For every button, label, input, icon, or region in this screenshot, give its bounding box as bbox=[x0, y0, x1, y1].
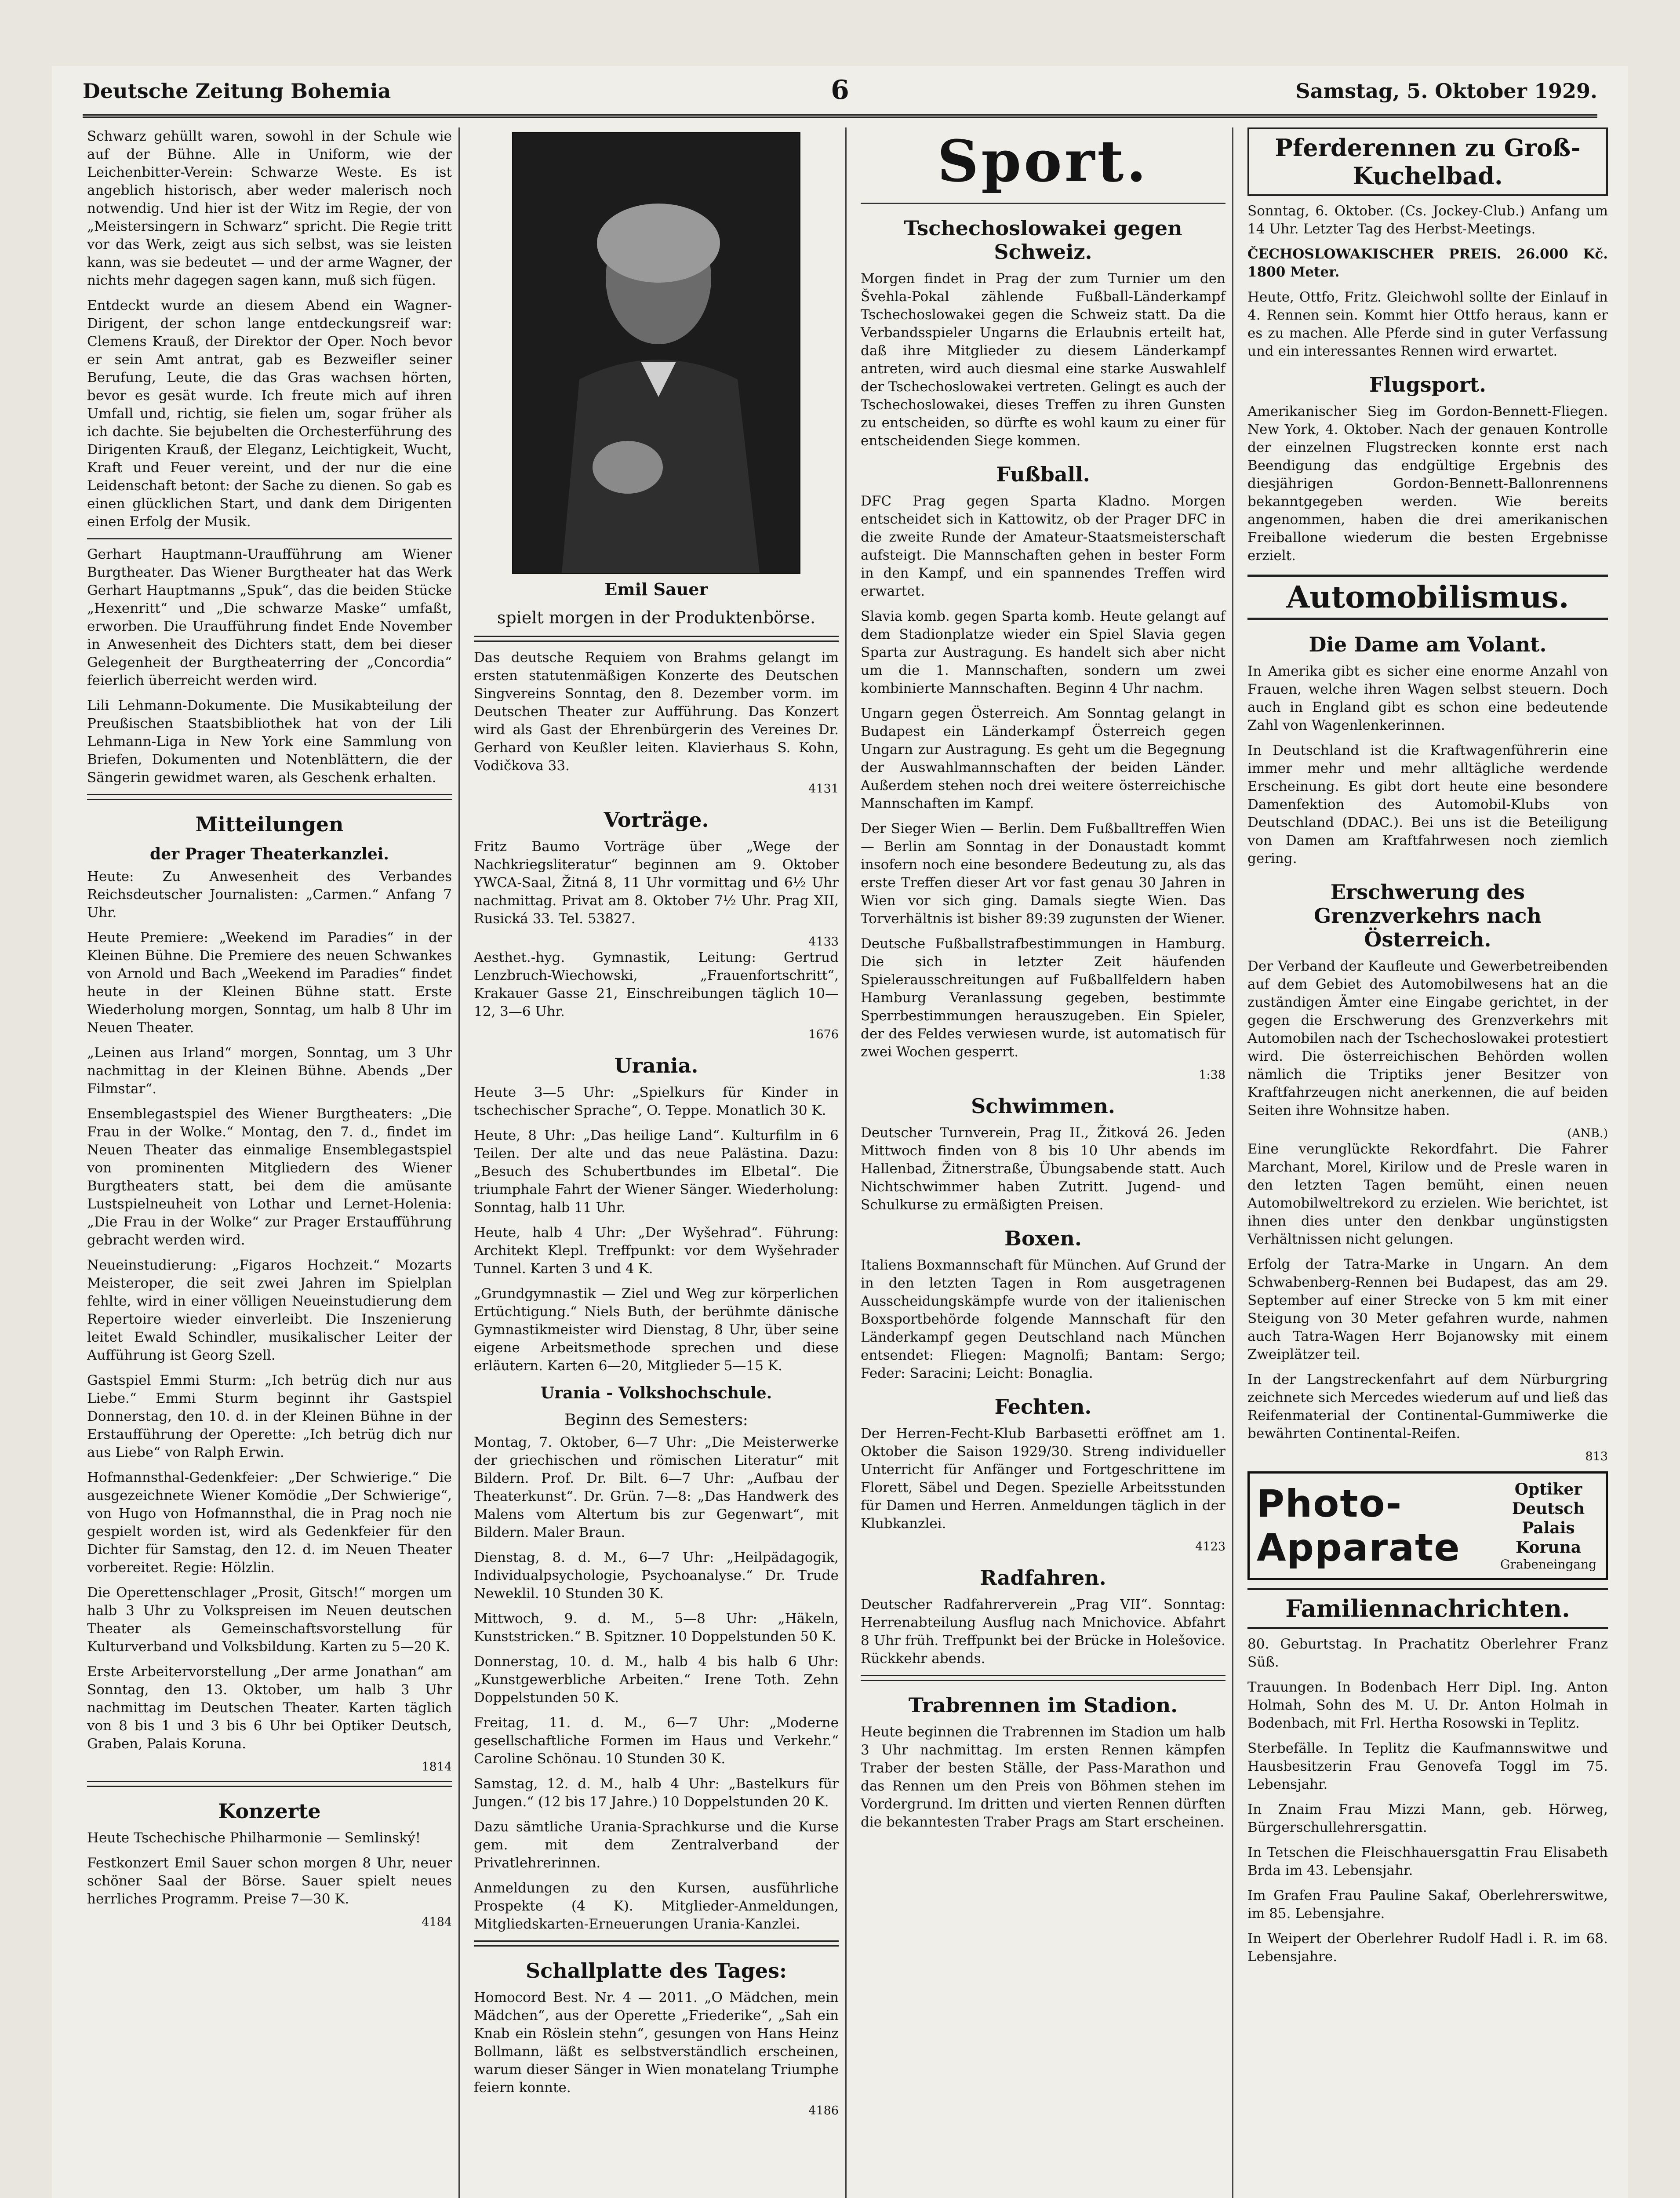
section-heading-vortraege: Vorträge. bbox=[604, 808, 709, 832]
boxen-paragraph: Italiens Boxmannschaft für München. Auf Grund der in den letzten Tagen in Rom ausgetragenen Ausscheidungskämpfe wurde von der italienischen Boxsportbehörde folgende Mannschaft für den Länderkampf gegen Deutschland nach München entsendet: Fliegen: Magnolfi; Bantam: Sergo; Feder: Saracini; Leicht: Bonaglia. bbox=[861, 1257, 1225, 1381]
vhs-paragraph: Donnerstag, 10. d. M., halb 4 bis halb 6 Uhr: „Kunstgewerbliche Arbeiten.“ Irene Toth. Zehn Doppelstunden 50 K. bbox=[474, 1654, 839, 1706]
section-heading-trabrennen: Trabrennen im Stadion. bbox=[908, 1693, 1178, 1717]
photo-caption-sub: spielt morgen in der Produktenbörse. bbox=[497, 608, 816, 627]
radfahren-paragraph: Deutscher Radfahrerverein „Prag VII“. Sonntag: Herrenabteilung Ausflug nach Mnichovice. Abfahrt 8 Uhr früh. Treffpunkt bei der Brücke in Holešovice. Rückkehr abends. bbox=[861, 1597, 1225, 1667]
column-rule bbox=[1232, 127, 1233, 2198]
issue-date: Samstag, 5. Oktober 1929. bbox=[1295, 79, 1597, 103]
section-heading-flugsport: Flugsport. bbox=[1369, 373, 1486, 397]
ad-reference-number: 813 bbox=[1585, 1450, 1608, 1463]
trabrennen-paragraph: Heute beginnen die Trabrennen im Stadion um halb 3 Uhr nachmittag. Im ersten Rennen kämpfen Traber der besten Ställe, der Pass-Marathon und das Rennen um den Preis von Böhmen stehen im Vordergrund. Im dritten und vierten Rennen dürften die bekanntesten Traber Prags am Start erscheinen. bbox=[861, 1724, 1225, 1830]
theater-paragraph: Heute Premiere: „Weekend im Paradies“ in der Kleinen Bühne. Die Premiere des neuen Schwankes von Arnold und Bach „Weekend im Paradies“ findet heute in der Kleinen Bühne statt. Erste Wiederholung morgen, Sonntag, um halb 8 Uhr im Neuen Theater. bbox=[87, 930, 452, 1036]
theater-paragraph: Die Operettenschlager „Prosit, Gitsch!“ morgen um halb 3 Uhr zu Volkspreisen im Neuen deutschen Theater als Gemeinschaftsvorstellung für Kulturverband und Volksbildung. Karten zu 5—20 K. bbox=[87, 1585, 452, 1655]
fussball-paragraph: DFC Prag gegen Sparta Kladno. Morgen entscheidet sich in Kattowitz, ob der Prager DFC in die zweite Runde der Amateur-Staatsmeisterschaft aufsteigt. Die Mannschaften gehen in bester Form in den Kampf, und ein spannendes Treffen wird erwartet. bbox=[861, 493, 1225, 599]
ad-reference-number: 4133 bbox=[808, 935, 839, 949]
konzert-paragraph: Festkonzert Emil Sauer schon morgen 8 Uhr, neuer schöner Saal der Börse. Sauer spielt neues herrliches Programm. Preise 7—30 K. bbox=[87, 1855, 452, 1907]
familien-paragraph: In Tetschen die Fleischhauersgattin Frau Elisabeth Brda im 43. Lebensjahr. bbox=[1247, 1845, 1608, 1878]
familien-paragraph: In Weipert der Oberlehrer Rudolf Hadl i. R. im 68. Lebensjahre. bbox=[1247, 1931, 1608, 1965]
pferderennen-ad-line: Sonntag, 6. Oktober. (Cs. Jockey-Club.) Anfang um 14 Uhr. Letzter Tag des Herbst-Meetings. bbox=[1247, 203, 1608, 237]
column-3 bbox=[856, 127, 1230, 2198]
ad-reference-number: 4186 bbox=[808, 2104, 839, 2118]
ad-reference-number: 1814 bbox=[422, 1760, 452, 1774]
familien-paragraph: Trauungen. In Bodenbach Herr Dipl. Ing. Anton Holmah, Sohn des M. U. Dr. Anton Holmah in Bodenbach, mit Frl. Hertha Rosowski in Teplitz. bbox=[1247, 1679, 1608, 1731]
section-heading-fechten: Fechten. bbox=[994, 1395, 1092, 1419]
vortrag-paragraph: Fritz Baumo Vorträge über „Wege der Nachkriegsliteratur“ beginnen am 9. Oktober YWCA-Saal, Žitná 8, 11 Uhr vormittag und 6½ Uhr nachmittag. Privat am 8. Oktober 7½ Uhr. Prag XII, Rusická 33. Tel. 53827. bbox=[474, 839, 839, 927]
grenz-paragraph: Der Verband der Kaufleute und Gewerbetreibenden auf dem Gebiet des Automobilwesens hat an die zuständigen Ämter eine Eingabe gerichtet, in der gegen die Erschwerung des Grenzverkehrs mit Automobilen nach der Tschechoslowakei protestiert wird. Die österreichischen Behörden wollen nämlich die Triptiks jener Besitzer von Kraftfahrzeugen nicht anerkennen, die auf beiden Seiten ihre Wohnsitze haben. bbox=[1247, 958, 1608, 1118]
photo-ad-shop: Optiker Deutsch bbox=[1512, 1480, 1585, 1518]
fussball-paragraph: Ungarn gegen Österreich. Am Sonntag gelangt in Budapest ein Länderkampf Österreich gegen Ungarn zur Austragung. Es geht um die Begegnung der Auswahlmannschaften der beiden Länder. Außerdem stehen noch drei weitere österreichische Mannschaften im Kampf. bbox=[861, 706, 1225, 812]
column-2 bbox=[469, 127, 843, 2198]
section-subheading: der Prager Theaterkanzlei. bbox=[150, 845, 389, 863]
dame-paragraph: In Deutschland ist die Kraftwagenführerin eine immer mehr und mehr alltägliche werdende Erscheinung. Es gibt dort heute eine besondere Damenfektion des Automobil-Klubs von Deutschland (DDAC.). Bei uns ist die Beteiligung von Damen am Kraftfahrwesen noch ziemlich gering. bbox=[1247, 742, 1608, 866]
section-heading-familiennachrichten: Familiennachrichten. bbox=[1247, 1588, 1608, 1629]
column-rule bbox=[458, 127, 460, 2198]
theater-paragraph: Hofmannsthal-Gedenkfeier: „Der Schwierige.“ Die ausgezeichnete Wiener Komödie „Der Schwierige“, von Hugo von Hofmannsthal, die in Prag noch nie gespielt worden ist, wird als Gedenkfeier für den Dichter für Samstag, den 12. d. im Neuen Theater vorbereitet. Regie: Hölzlin. bbox=[87, 1470, 452, 1576]
photo-ad-title: Photo-Apparate bbox=[1257, 1481, 1461, 1570]
ad-reference-number: 1:38 bbox=[1199, 1068, 1225, 1082]
section-heading-automobilismus: Automobilismus. bbox=[1247, 575, 1608, 620]
rekord-paragraph: Eine verunglückte Rekordfahrt. Die Fahrer Marchant, Morel, Kirilow und de Presle waren in den letzten Tagen bemüht, einen neuen Automobilweltrekord zu erzielen. Wie berichtet, ist ihnen dies unter den denkbar ungünstigsten Verhältnissen nicht gelungen. bbox=[1247, 1141, 1608, 1247]
theater-paragraph: Heute: Zu Anwesenheit des Verbandes Reichsdeutscher Journalisten: „Carmen.“ Anfang 7 Uhr. bbox=[87, 869, 452, 921]
lehmann-paragraph: Lili Lehmann-Dokumente. Die Musikabteilung der Preußischen Staatsbibliothek hat von der Lili Lehmann-Liga in New York eine Sammlung von Briefen, Dokumenten und Notenblättern, die der Sängerin gewidmet waren, als Geschenk erhalten. bbox=[87, 698, 452, 786]
theater-paragraph: Neueinstudierung: „Figaros Hochzeit.“ Mozarts Meisteroper, die seit zwei Jahren im Spielplan fehlte, wird in einer völligen Neueinstudierung dem Repertoire wieder einverleibt. Die Inszenierung leitet Ewald Schindler, musikalischer Leiter der Aufführung ist Georg Szell. bbox=[87, 1257, 452, 1363]
pferderennen-ad-title: Pferderennen zu Groß-Kuchelbad. bbox=[1247, 127, 1608, 196]
section-heading-grenzverkehr: Erschwerung des Grenzverkehrs nach Österreich. bbox=[1313, 880, 1542, 951]
photo-ad-address: Grabeneingang bbox=[1500, 1557, 1597, 1572]
familien-paragraph: Sterbefälle. In Teplitz die Kaufmannswitwe und Hausbesitzerin Frau Genovefa Toggl im 75. Lebensjahr. bbox=[1247, 1740, 1608, 1792]
divider bbox=[87, 538, 452, 539]
familien-paragraph: 80. Geburtstag. In Prachatitz Oberlehrer Franz Süß. bbox=[1247, 1636, 1608, 1670]
racing-paragraph: Heute, Ottfo, Fritz. Gleichwohl sollte der Einlauf in 4. Rennen sein. Kommt hier Ottfo heraus, kann er es zu machen. Alle Pferde sind in guter Verfassung und ein interessantes Rennen wird erwartet. bbox=[1247, 289, 1608, 359]
photo-ad-place: Palais Koruna bbox=[1515, 1519, 1582, 1557]
flugsport-paragraph: Amerikanischer Sieg im Gordon-Bennett-Fliegen. New York, 4. Oktober. Nach der genauen Kontrolle der einzelnen Flugstrecken konnte erst nach Beendigung das endgültige Ergebnis des diesjährigen Gordon-Bennett-Ballonrennens bekanntgegeben werden. Wie bereits angenommen, haben die drei amerikanischen Freiballone wiederum die besten Ergebnisse erzielt. bbox=[1247, 404, 1608, 564]
vhs-paragraph: Mittwoch, 9. d. M., 5—8 Uhr: „Häkeln, Kunststricken.“ B. Spitzner. 10 Doppelstunden 50 K. bbox=[474, 1611, 839, 1645]
rekord-paragraph: In der Langstreckenfahrt auf dem Nürburgring zeichnete sich Mercedes wiederum auf und ließ das Reifenmaterial der Continental-Gummiwerke die bewährten Continental-Reifen. bbox=[1247, 1372, 1608, 1441]
theater-paragraph: Ensemblegastspiel des Wiener Burgtheaters: „Die Frau in der Wolke.“ Montag, den 7. d., findet im Neuen Theater das einmalige Ensemblegastspiel von prominenten Mitgliedern des Wiener Burgtheaters statt, bei dem die amüsante Lustspielneuheit von Lothar und Lernet-Holenia: „Die Frau in der Wolke“ zur Prager Erstaufführung gebracht werden wird. bbox=[87, 1106, 452, 1248]
section-heading-schwimmen: Schwimmen. bbox=[971, 1094, 1115, 1118]
urania-paragraph: „Grundgymnastik — Ziel und Weg zur körperlichen Ertüchtigung.“ Niels Buth, der berühmte dänische Gymnastikmeister wird Dienstag, 8 Uhr, über seine eigene Arbeitsmethode sprechen und diese erläutern. Karten 6—20, Mitglieder 5—15 K. bbox=[474, 1286, 839, 1374]
vhs-paragraph: Dazu sämtliche Urania-Sprachkurse und die Kurse gem. mit dem Zentralverband der Privatlehrerinnen. bbox=[474, 1819, 839, 1871]
photo-apparate-ad bbox=[1247, 1471, 1608, 1580]
divider bbox=[474, 636, 839, 642]
section-heading-urania: Urania. bbox=[614, 1054, 698, 1077]
ad-reference-number: 1676 bbox=[808, 1028, 839, 1041]
konzert-paragraph: Heute Tschechische Philharmonie — Semlinský! bbox=[87, 1830, 421, 1846]
column-rule bbox=[845, 127, 847, 2198]
requiem-paragraph: Das deutsche Requiem von Brahms gelangt im ersten statutenmäßigen Konzerte des Deutschen Singvereins Sonntag, den 8. Dezember vorm. im Deutschen Theater zur Aufführung. Das Konzert wird als Gast der Ehrenbürgerin des Vereines Dr. Gerhard von Keußler leiten. Klavierhaus S. Kohn, Vodičkova 33. bbox=[474, 650, 839, 774]
column-1 bbox=[83, 127, 456, 2198]
divider bbox=[861, 1675, 1225, 1681]
fussball-paragraph: Slavia komb. gegen Sparta komb. Heute gelangt auf dem Stadionplatze wieder ein Spiel Slavia gegen Sparta zur Austragung. Es handelt sich aber nicht um die 1. Mannschaften, sondern um zwei kombinierte Mannschaften. Beginn 4 Uhr nachm. bbox=[861, 608, 1225, 696]
familien-paragraph: Im Grafen Frau Pauline Sakaf, Oberlehrerswitwe, im 85. Lebensjahre. bbox=[1247, 1888, 1608, 1921]
theater-paragraph: Erste Arbeitervorstellung „Der arme Jonathan“ am Sonntag, den 13. Oktober, um halb 3 Uhr nachmittag im Deutschen Theater. Karten täglich von 8 bis 1 und 3 bis 6 Uhr bei Optiker Deutsch, Graben, Palais Koruna. bbox=[87, 1664, 452, 1752]
ad-reference-number: 4184 bbox=[422, 1915, 452, 1929]
vhs-paragraph: Dienstag, 8. d. M., 6—7 Uhr: „Heilpädagogik, Individualpsychologie, Psychoanalyse.“ Dr. Trude Neweklil. 10 Stunden 30 K. bbox=[474, 1550, 839, 1601]
urania-paragraph: Heute, 8 Uhr: „Das heilige Land“. Kulturfilm in 6 Teilen. Der alte und das neue Palästina. Dazu: „Besuch des Schubertbundes im Elbetal“. Die triumphale Fahrt der Wiener Sänger. Wiederholung: Sonntag, halb 11 Uhr. bbox=[474, 1128, 839, 1215]
vhs-paragraph: Montag, 7. Oktober, 6—7 Uhr: „Die Meisterwerke der griechischen und römischen Literatur“ mit Bildern. Prof. Dr. Bilt. 6—7 Uhr: „Aufbau der Theaterkunst“. Dr. Grün. 7—8: „Das Handwerk des Malens vom Altertum bis zur Gegenwart“, mit Bildern. Maler Braun. bbox=[474, 1434, 839, 1540]
section-heading-mitteilungen: Mitteilungen bbox=[195, 812, 344, 836]
ad-reference-number: 4131 bbox=[808, 782, 839, 796]
sport-paragraph: Morgen findet in Prag der zum Turnier um den Švehla-Pokal zählende Fußball-Länderkampf Tschechoslowakei gegen die Schweiz statt. Da die Verbandsspieler Ungarns die Erlaubnis erteilt hat, daß ihre Mitglieder zu diesem Länderkampf antreten, wird auch diesmal eine starke Auswahlelf der Tschechoslowakei vertreten. Gelingt es auch der Tschechoslowakei, dieses Treffen zu ihren Gunsten zu entscheiden, so dürfte es wohl kaum zu einer für entscheidenden Siege kommen. bbox=[861, 271, 1225, 449]
schwimmen-paragraph: Deutscher Turnverein, Prag II., Žitková 26. Jeden Mittwoch finden von 8 bis 10 Uhr abends im Hallenbad, Žitnerstraße, Übungsabende statt. Auch Nichtschwimmer haben Zutritt. Jugend- und Schulkurse zu ermäßigten Preisen. bbox=[861, 1125, 1225, 1213]
fussball-paragraph: Der Sieger Wien — Berlin. Dem Fußballtreffen Wien — Berlin am Sonntag in der Donaustadt kommt insofern noch eine besondere Bedeutung zu, als das erste Treffen dieser Art vor fast genau 30 Jahren in Wien vor sich ging. Damals siegte Wien. Das Torverhältnis ist bisher 89:39 zugunsten der Wiener. bbox=[861, 821, 1225, 927]
section-subheading: Beginn des Semesters: bbox=[564, 1411, 748, 1429]
divider bbox=[87, 1781, 452, 1787]
portrait-photo bbox=[512, 132, 800, 574]
section-heading-boxen: Boxen. bbox=[1004, 1226, 1082, 1250]
schallplatte-paragraph: Homocord Best. Nr. 4 — 2011. „O Mädchen, mein Mädchen“, aus der Operette „Friederike“, „Sah ein Knab ein Röslein stehn“, gesungen von Hans Heinz Bollmann, läßt es selbstverständlich erscheinen, warum dieser Sänger in Wien monatelang Triumphe feiern konnte. bbox=[474, 1990, 839, 2096]
vhs-paragraph: Freitag, 11. d. M., 6—7 Uhr: „Moderne gesellschaftliche Formen im Haus und Verkehr.“ Caroline Schönau. 10 Stunden 30 K. bbox=[474, 1715, 839, 1767]
section-heading-schallplatte: Schallplatte des Tages: bbox=[526, 1959, 787, 1983]
dame-paragraph: In Amerika gibt es sicher eine enorme Anzahl von Frauen, welche ihren Wagen selbst steuern. Doch auch in England gibt es schon eine bedeutende Zahl von Wagenlenkerinnen. bbox=[1247, 663, 1608, 733]
vhs-paragraph: Anmeldungen zu den Kursen, ausführliche Prospekte (4 K). Mitglieder-Anmeldungen, Mitgliedskarten-Erneuerungen Urania-Kanzlei. bbox=[474, 1880, 839, 1932]
theater-paragraph: „Leinen aus Irland“ morgen, Sonntag, um 3 Uhr nachmittag in der Kleinen Bühne. Abends „Der Filmstar“. bbox=[87, 1045, 452, 1097]
article-paragraph: Schwarz gehüllt waren, sowohl in der Schule wie auf der Bühne. Alle in Uniform, wie der Leichenbitter-Verein: Schwarze Weste. Es ist angeblich historisch, aber weder malerisch noch notwendig. Und hier ist der Witz im Regie, der von „Meistersingern in Schwarz“ spricht. Die Regie tritt vor das Werk, zeigt aus sich selbst, was sie leisten kann, was sie bedeutet — und der arme Wagner, der nichts mehr dagegen sagen kann, muß sich fügen. bbox=[87, 128, 452, 288]
photo-caption-name: Emil Sauer bbox=[604, 579, 708, 599]
masthead bbox=[83, 75, 1597, 118]
vhs-paragraph: Samstag, 12. d. M., halb 4 Uhr: „Bastelkurs für Jungen.“ (12 bis 17 Jahre.) 10 Doppelstunden 20 K. bbox=[474, 1776, 839, 1810]
divider bbox=[474, 1940, 839, 1947]
divider bbox=[87, 794, 452, 800]
section-heading-konzerte: Konzerte bbox=[218, 1799, 321, 1823]
source-tag: (ANB.) bbox=[1567, 1127, 1608, 1140]
newspaper-page bbox=[52, 66, 1628, 2198]
section-heading-radfahren: Radfahren. bbox=[980, 1566, 1106, 1590]
section-heading-tschechoslowakei: Tschechoslowakei gegen Schweiz. bbox=[904, 216, 1182, 264]
ad-reference-number: 4123 bbox=[1195, 1540, 1225, 1554]
section-heading-fussball: Fußball. bbox=[996, 462, 1090, 486]
theater-paragraph: Gastspiel Emmi Sturm: „Ich betrüg dich nur aus Liebe.“ Emmi Sturm beginnt ihr Gastspiel Donnerstag, den 10. d. in der Kleinen Bühne in der Erstaufführung der Operette: „Ich betrüg dich nur aus Liebe“ von Ralph Erwin. bbox=[87, 1372, 452, 1460]
hauptmann-paragraph: Gerhart Hauptmann-Uraufführung am Wiener Burgtheater. Das Wiener Burgtheater hat das Werk Gerhart Hauptmanns „Spuk“, das die beiden Stücke „Hexenritt“ und „Die schwarze Maske“ umfaßt, erworben. Die Uraufführung findet Ende November in Anwesenheit des Dichters statt, dem bei dieser Gelegenheit der Burgtheaterring der „Concordia“ feierlich überreicht werden wird. bbox=[87, 546, 452, 688]
section-heading-volkshochschule: Urania - Volkshochschule. bbox=[540, 1384, 772, 1402]
rekord-paragraph: Erfolg der Tatra-Marke in Ungarn. An dem Schwabenberg-Rennen bei Budapest, das am 29. September auf einer Strecke von 5 km mit einer Steigung von 30 Meter gefahren wurde, nahmen auch Tatra-Wagen Herr Bojanowsky mit einem Zweiplätzer teil. bbox=[1247, 1256, 1608, 1362]
fechten-paragraph: Der Herren-Fecht-Klub Barbasetti eröffnet am 1. Oktober die Saison 1929/30. Streng individueller Unterricht für Anfänger und Fortgeschrittene im Florett, Säbel und Degen. Spezielle Arbeitsstunden für Damen und Herren. Anmeldungen täglich in der Klubkanzlei. bbox=[861, 1426, 1225, 1532]
urania-paragraph: Heute 3—5 Uhr: „Spielkurs für Kinder in tschechischer Sprache“, O. Teppe. Monatlich 30 K. bbox=[474, 1084, 839, 1118]
paper-name: Deutsche Zeitung Bohemia bbox=[83, 79, 391, 103]
article-paragraph: Entdeckt wurde an diesem Abend ein Wagner-Dirigent, der schon lange entdeckungsreif war: Clemens Krauß, der Direktor der Oper. Noch bevor er sein Amt antrat, gab es Bezweifler seiner Berufung, Leute, die das Gras wachsen hörten, bevor es gesät wurde. Ich freute mich auf ihren Umfall und, richtig, sie fielen um, sogar früher als ich dachte. Sie bejubelten die Orchesterführung des Dirigenten Krauß, der Eleganz, Leichtigkeit, Wucht, Kraft und Feuer vereint, und der nur die eine Leidenschaft betont: der Sache zu dienen. So gab es einen glücklichen Start, und dank dem Dirigenten einen Erfolg der Musik. bbox=[87, 298, 452, 530]
column-4 bbox=[1243, 127, 1612, 2198]
portrait-image bbox=[513, 133, 799, 573]
fussball-paragraph: Deutsche Fußballstrafbestimmungen in Hamburg. Die sich in letzter Zeit häufenden Spielerausschreitungen auf Fußballfeldern haben Hamburg Veranlassung gegeben, bestimmte Sperrbestimmungen herauszugeben. Ein Spieler, der des Feldes verwiesen wurde, ist automatisch für zwei Wochen gesperrt. bbox=[861, 936, 1225, 1060]
divider bbox=[861, 203, 1225, 204]
section-heading-dame-am-volant: Die Dame am Volant. bbox=[1309, 633, 1547, 656]
sport-title: Sport. bbox=[937, 127, 1149, 195]
pferderennen-ad-prize: ČECHOSLOWAKISCHER PREIS. 26.000 Kč. 1800 Meter. bbox=[1247, 246, 1608, 280]
vortrag-paragraph: Aesthet.-hyg. Gymnastik, Leitung: Gertrud Lenzbruch-Wiechowski, „Frauenfortschritt“, Krakauer Gasse 21, Einschreibungen täglich 10—12, 3—6 Uhr. bbox=[474, 950, 839, 1019]
page-number: 6 bbox=[831, 75, 849, 106]
urania-paragraph: Heute, halb 4 Uhr: „Der Wyšehrad“. Führung: Architekt Klepl. Treffpunkt: vor dem Wyšehrader Tunnel. Karten 3 und 4 K. bbox=[474, 1225, 839, 1277]
familien-paragraph: In Znaim Frau Mizzi Mann, geb. Hörweg, Bürgerschullehrersgattin. bbox=[1247, 1801, 1608, 1835]
